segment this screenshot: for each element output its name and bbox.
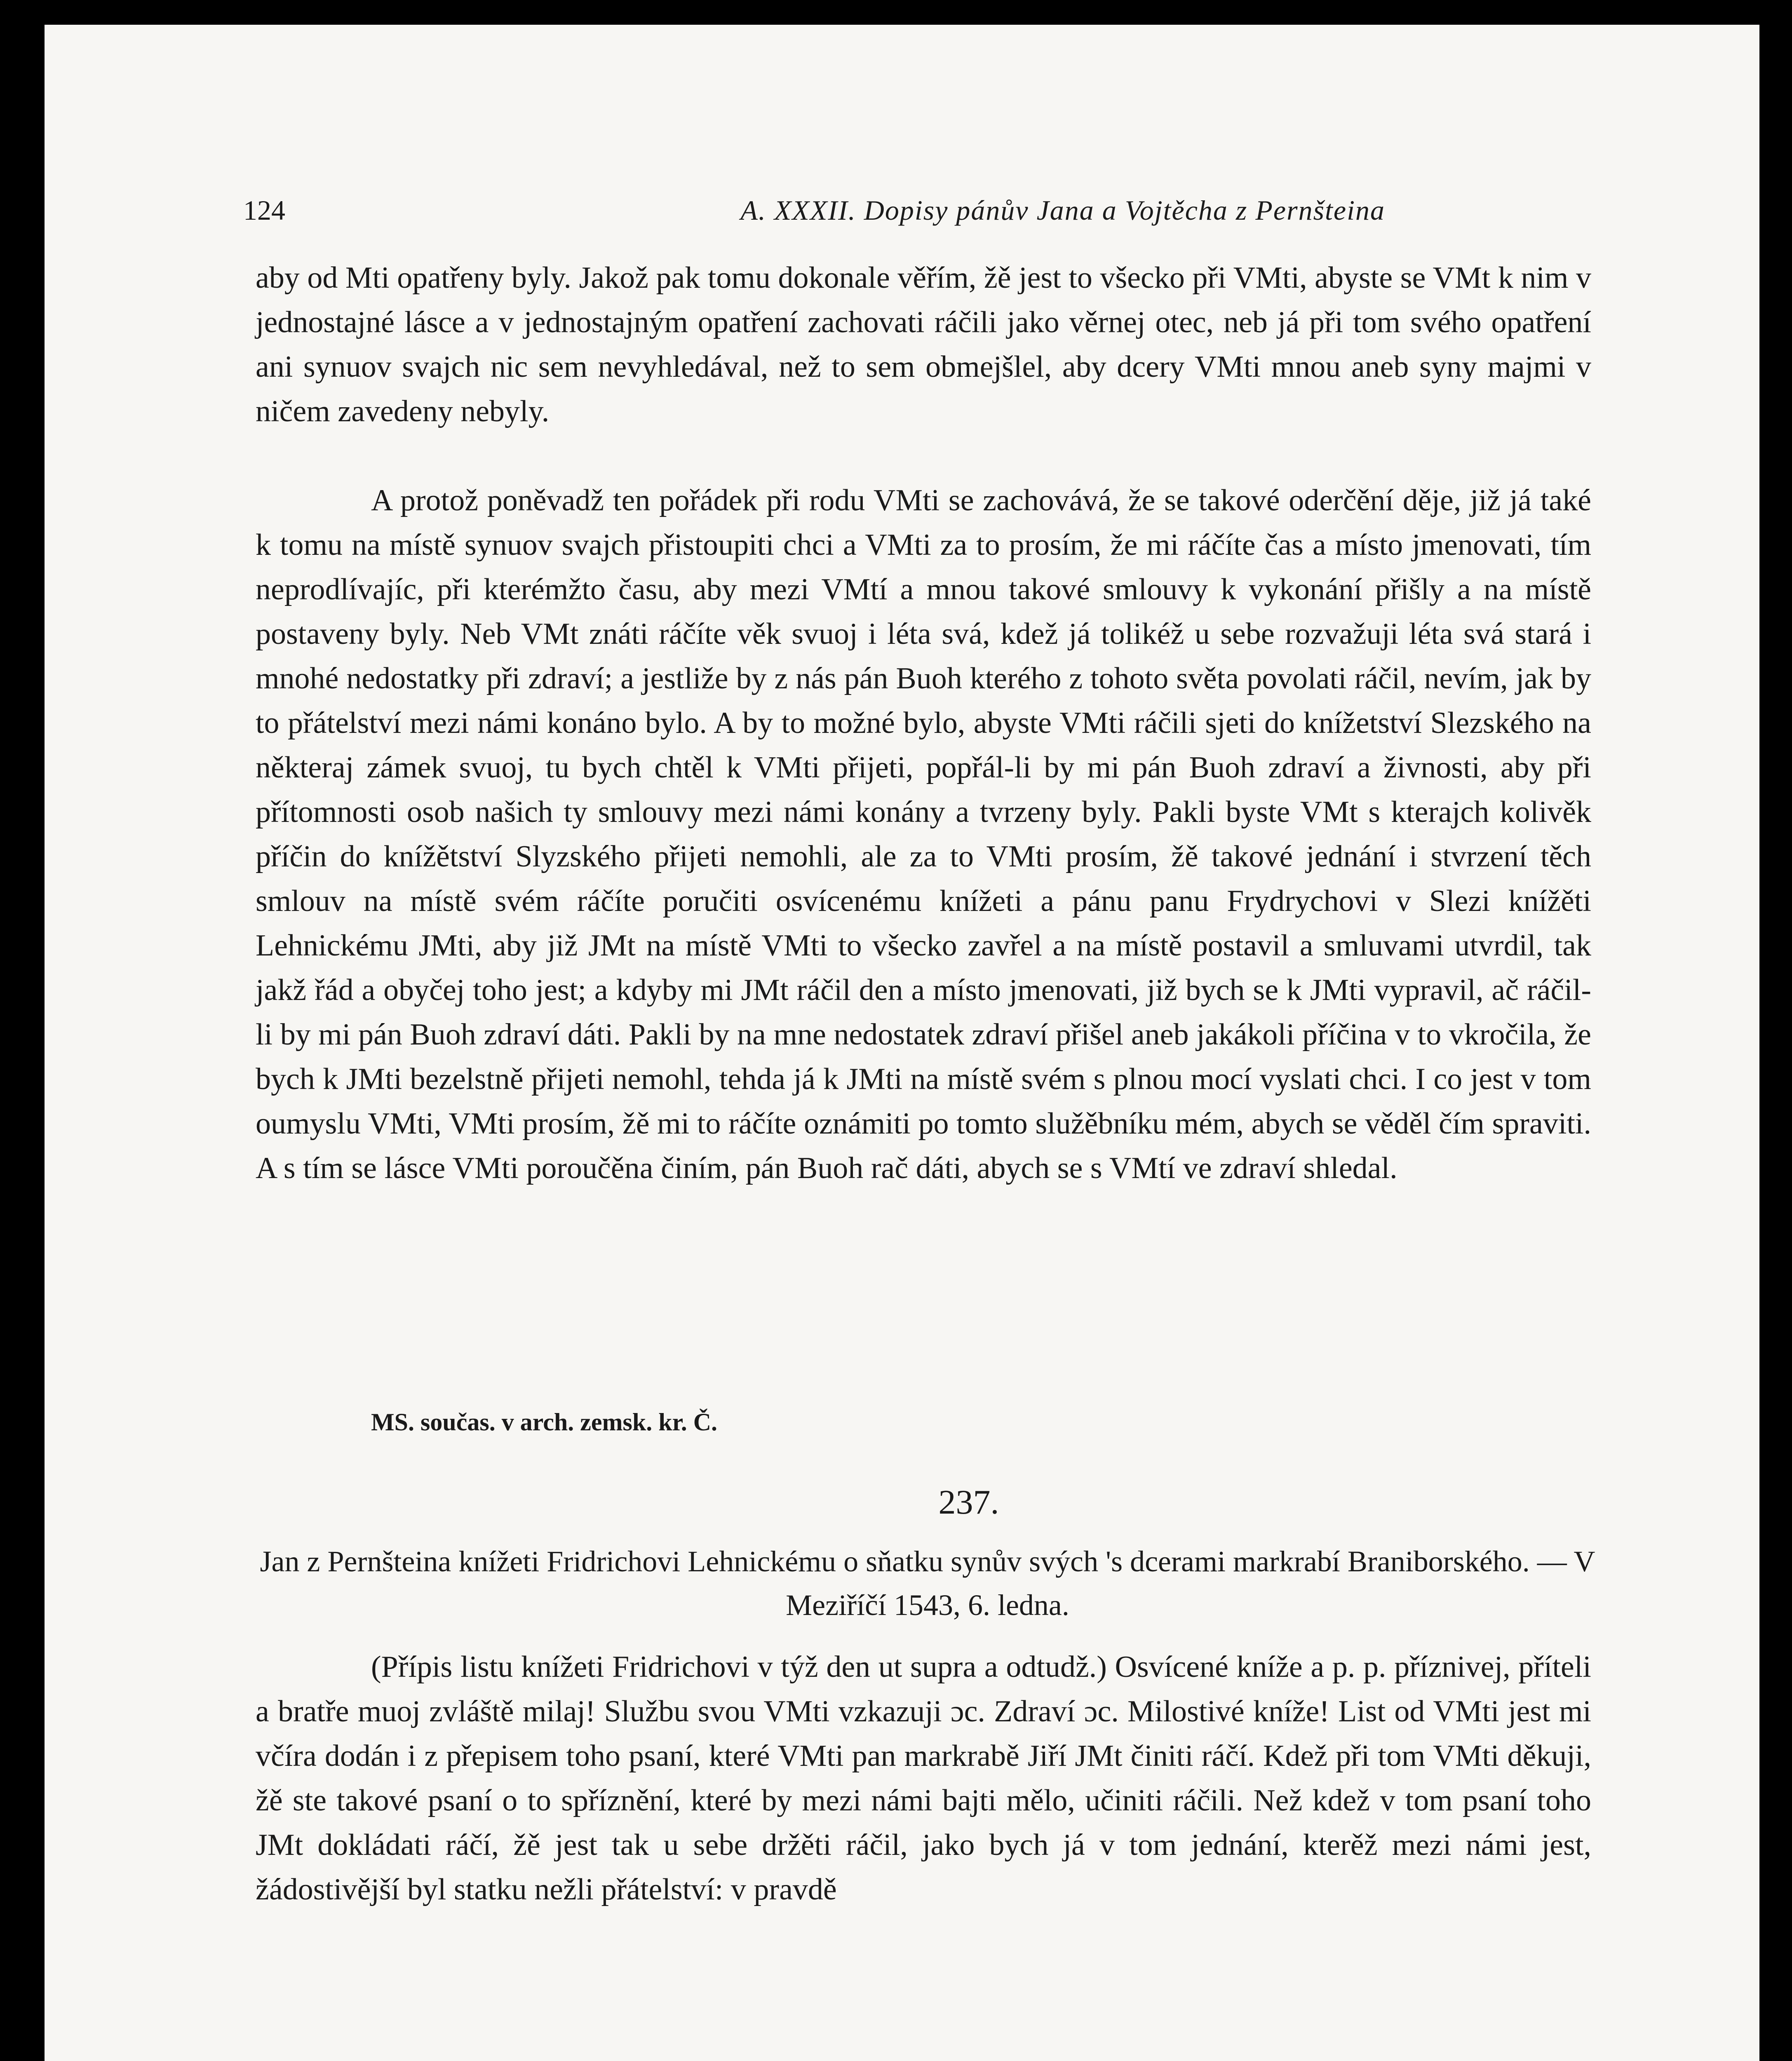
- document-body: [256, 1645, 1591, 1912]
- document-heading: Jan z Pernšteina knížeti Fridrichovi Lehnickému o sňatku synův svých 's dcerami markrabí Braniborského. — V Meziříčí 1543, 6. ledna.: [260, 1545, 1595, 1622]
- running-title: A. XXXII. Dopisy pánův Jana a Vojtěcha z Pernšteina: [740, 195, 1385, 226]
- document-number: 237.: [938, 1483, 999, 1521]
- paragraph: aby od Mti opatřeny byly. Jakož pak tomu dokonale věřím, žě jest to všecko při VMti, abyste se VMt k nim v jednostajné lásce a v jednostajným opatření zachovati ráčili jako věrnej otec, neb já při tom svého opatření ani synuov svajch nic sem nevyhledával, než to sem obmejšlel, aby dcery VMti mnou aneb syny majmi v ničem zavedeny nebyly.: [256, 261, 1591, 428]
- page-header: [243, 185, 1385, 235]
- page-number: 124: [243, 195, 285, 226]
- paragraph: A protož poněvadž ten pořádek při rodu VMti se zachovává, že se takové oderčění děje, již já také k tomu na místě synuov svajch přistoupiti chci a VMti za to prosím, že mi ráčíte čas a místo jmenovati, tím neprodlívajíc, při kterémžto času, aby mezi VMtí a mnou takové smlouvy k vykonání přišly a na místě postaveny byly. Neb VMt znáti ráčíte věk svuoj i léta svá, kdež já tolikéž u sebe rozvažuji léta svá stará i mnohé nedostatky při zdraví; a jestliže by z nás pán Buoh kterého z tohoto světa povolati ráčil, nevím, jak by to přátelství mezi námi konáno bylo. A by to možné bylo, abyste VMti ráčili sjeti do knížetství Slezského na některaj zámek svuoj, tu bych chtěl k VMti přijeti, popřál-li by mi pán Buoh zdraví a živnosti, aby při přítomnosti osob našich ty smlouvy mezi námi konány a tvrzeny byly. Pakli byste VMt s kterajch kolivěk příčin do knížětství Slyzského přijeti nemohli, ale za to VMti prosím, žě takové jednání i stvrzení těch smlouv na místě svém ráčíte poručiti osvícenému knížeti a pánu panu Frydrychovi v Slezi knížěti Lehnickému JMti, aby již JMt na místě VMti to všecko zavřel a na místě postavil a smluvami utvrdil, tak jakž řád a obyčej toho jest; a kdyby mi JMt ráčil den a místo jmenovati, již bych se k JMti vypravil, ač ráčil-li by mi pán Buoh zdraví dáti. Pakli by na mne nedostatek zdraví přišel aneb jakákoli příčina v to vkročila, že bych k JMti bezelstně přijeti nemohl, tehda já k JMti na místě svém s plnou mocí vyslati chci. I co jest v tom oumyslu VMti, VMti prosím, žě mi to ráčíte oznámiti po tomto služěbníku mém, abych se věděl čím spraviti. A s tím se lásce VMti poroučěna činím, pán Buoh rač dáti, abych se s VMtí ve zdraví shledal.: [256, 484, 1591, 1185]
- source-note: MS. součas. v arch. zemsk. kr. Č.: [371, 1408, 718, 1436]
- paragraph: (Přípis listu knížeti Fridrichovi v týž den ut supra a odtudž.) Osvícené kníže a p. p. příznivej, příteli a bratře muoj zvláště milaj! Službu svou VMti vzkazuji ɔc. Zdraví ɔc. Milostivé kníže! List od VMti jest mi včíra dodán i z přepisem toho psaní, které VMti pan markrabě Jiří JMt činiti ráčí. Kdež při tom VMti děkuji, žě ste takové psaní o to spříznění, které by mezi námi bajti mělo, učiniti ráčili. Než kdež v tom psaní toho JMt dokládati ráčí, žě jest tak u sebe držěti ráčil, jako bych já v tom jednání, kterěž mezi námi jest, žádostivější byl statku nežli přátelství: v pravdě: [256, 1650, 1591, 1906]
- letter-continuation: [256, 256, 1591, 434]
- letter-body: [256, 478, 1591, 1190]
